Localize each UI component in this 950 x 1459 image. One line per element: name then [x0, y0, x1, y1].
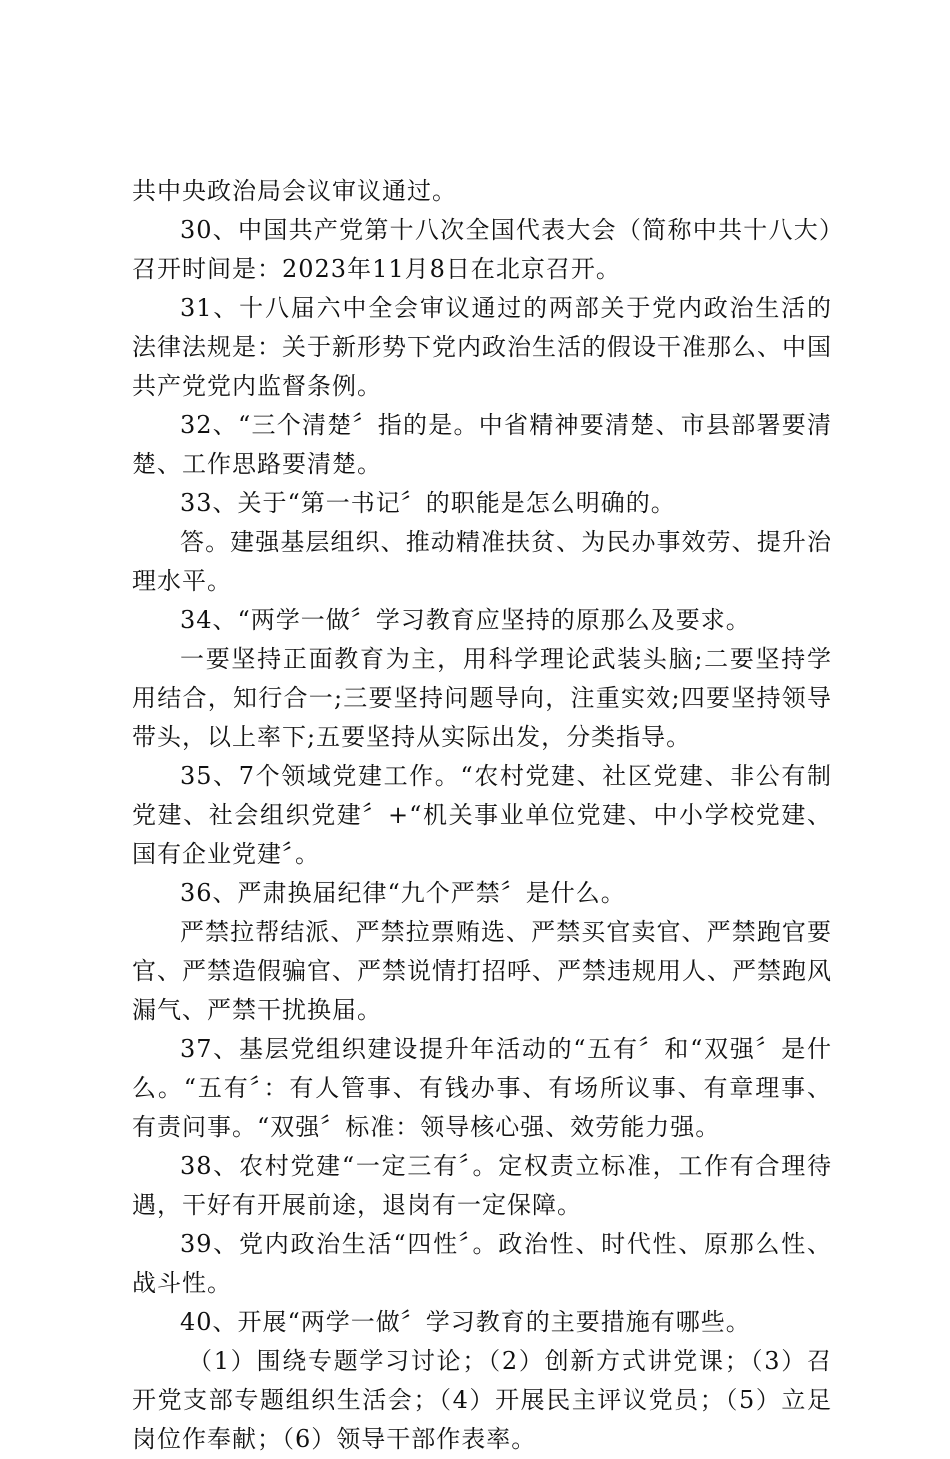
- paragraph-item-33: 33、关于“第一书记〞的职能是怎么明确的。: [180, 489, 676, 517]
- paragraph-continuation: 共中央政治局会议审议通过。: [132, 177, 457, 205]
- paragraph-item-34: 34、“两学一做〞学习教育应坚持的原那么及要求。: [180, 606, 751, 634]
- paragraph-answer-36: 严禁拉帮结派、严禁拉票贿选、严禁买官卖官、严禁跑官要官、严禁造假骗官、严禁说情打招呼、严禁违规用人、严禁跑风漏气、严禁干扰换届。: [132, 918, 832, 1024]
- paragraph-item-37: 37、基层党组织建设提升年活动的“五有〞和“双强〞是什么。“五有〞：有人管事、有钱办事、有场所议事、有章理事、有责问事。“双强〞标准：领导核心强、效劳能力强。: [132, 1035, 832, 1141]
- paragraph-item-39: 39、党内政治生活“四性〞。政治性、时代性、原那么性、战斗性。: [132, 1230, 832, 1297]
- paragraph-answer-34: 一要坚持正面教育为主，用科学理论武装头脑;二要坚持学用结合，知行合一;三要坚持问题导向，注重实效;四要坚持领导带头，以上率下;五要坚持从实际出发，分类指导。: [132, 645, 832, 751]
- paragraph-item-40: 40、开展“两学一做〞学习教育的主要措施有哪些。: [180, 1308, 751, 1336]
- paragraph-item-30: 30、中国共产党第十八次全国代表大会（简称中共十八大）召开时间是：2023年11月8日在北京召开。: [132, 216, 832, 283]
- paragraph-answer-40: （1）围绕专题学习讨论；（2）创新方式讲党课；（3）召开党支部专题组织生活会；（4）开展民主评议党员；（5）立足岗位作奉献；（6）领导干部作表率。: [132, 1347, 832, 1453]
- paragraph-item-31: 31、十八届六中全会审议通过的两部关于党内政治生活的法律法规是：关于新形势下党内政治生活的假设干准那么、中国共产党党内监督条例。: [132, 294, 832, 400]
- paragraph-item-38: 38、农村党建“一定三有〞。定权责立标准，工作有合理待遇，干好有开展前途，退岗有一定保障。: [132, 1152, 832, 1219]
- document-body: [132, 172, 832, 1459]
- paragraph-item-35: 35、7个领域党建工作。“农村党建、社区党建、非公有制党建、社会组织党建〞+“机关事业单位党建、中小学校党建、国有企业党建〞。: [132, 762, 832, 868]
- paragraph-item-36: 36、严肃换届纪律“九个严禁〞是什么。: [180, 879, 626, 907]
- paragraph-item-32: 32、“三个清楚〞指的是。中省精神要清楚、市县部署要清楚、工作思路要清楚。: [132, 411, 832, 478]
- paragraph-answer-33: 答。建强基层组织、推动精准扶贫、为民办事效劳、提升治理水平。: [132, 528, 832, 595]
